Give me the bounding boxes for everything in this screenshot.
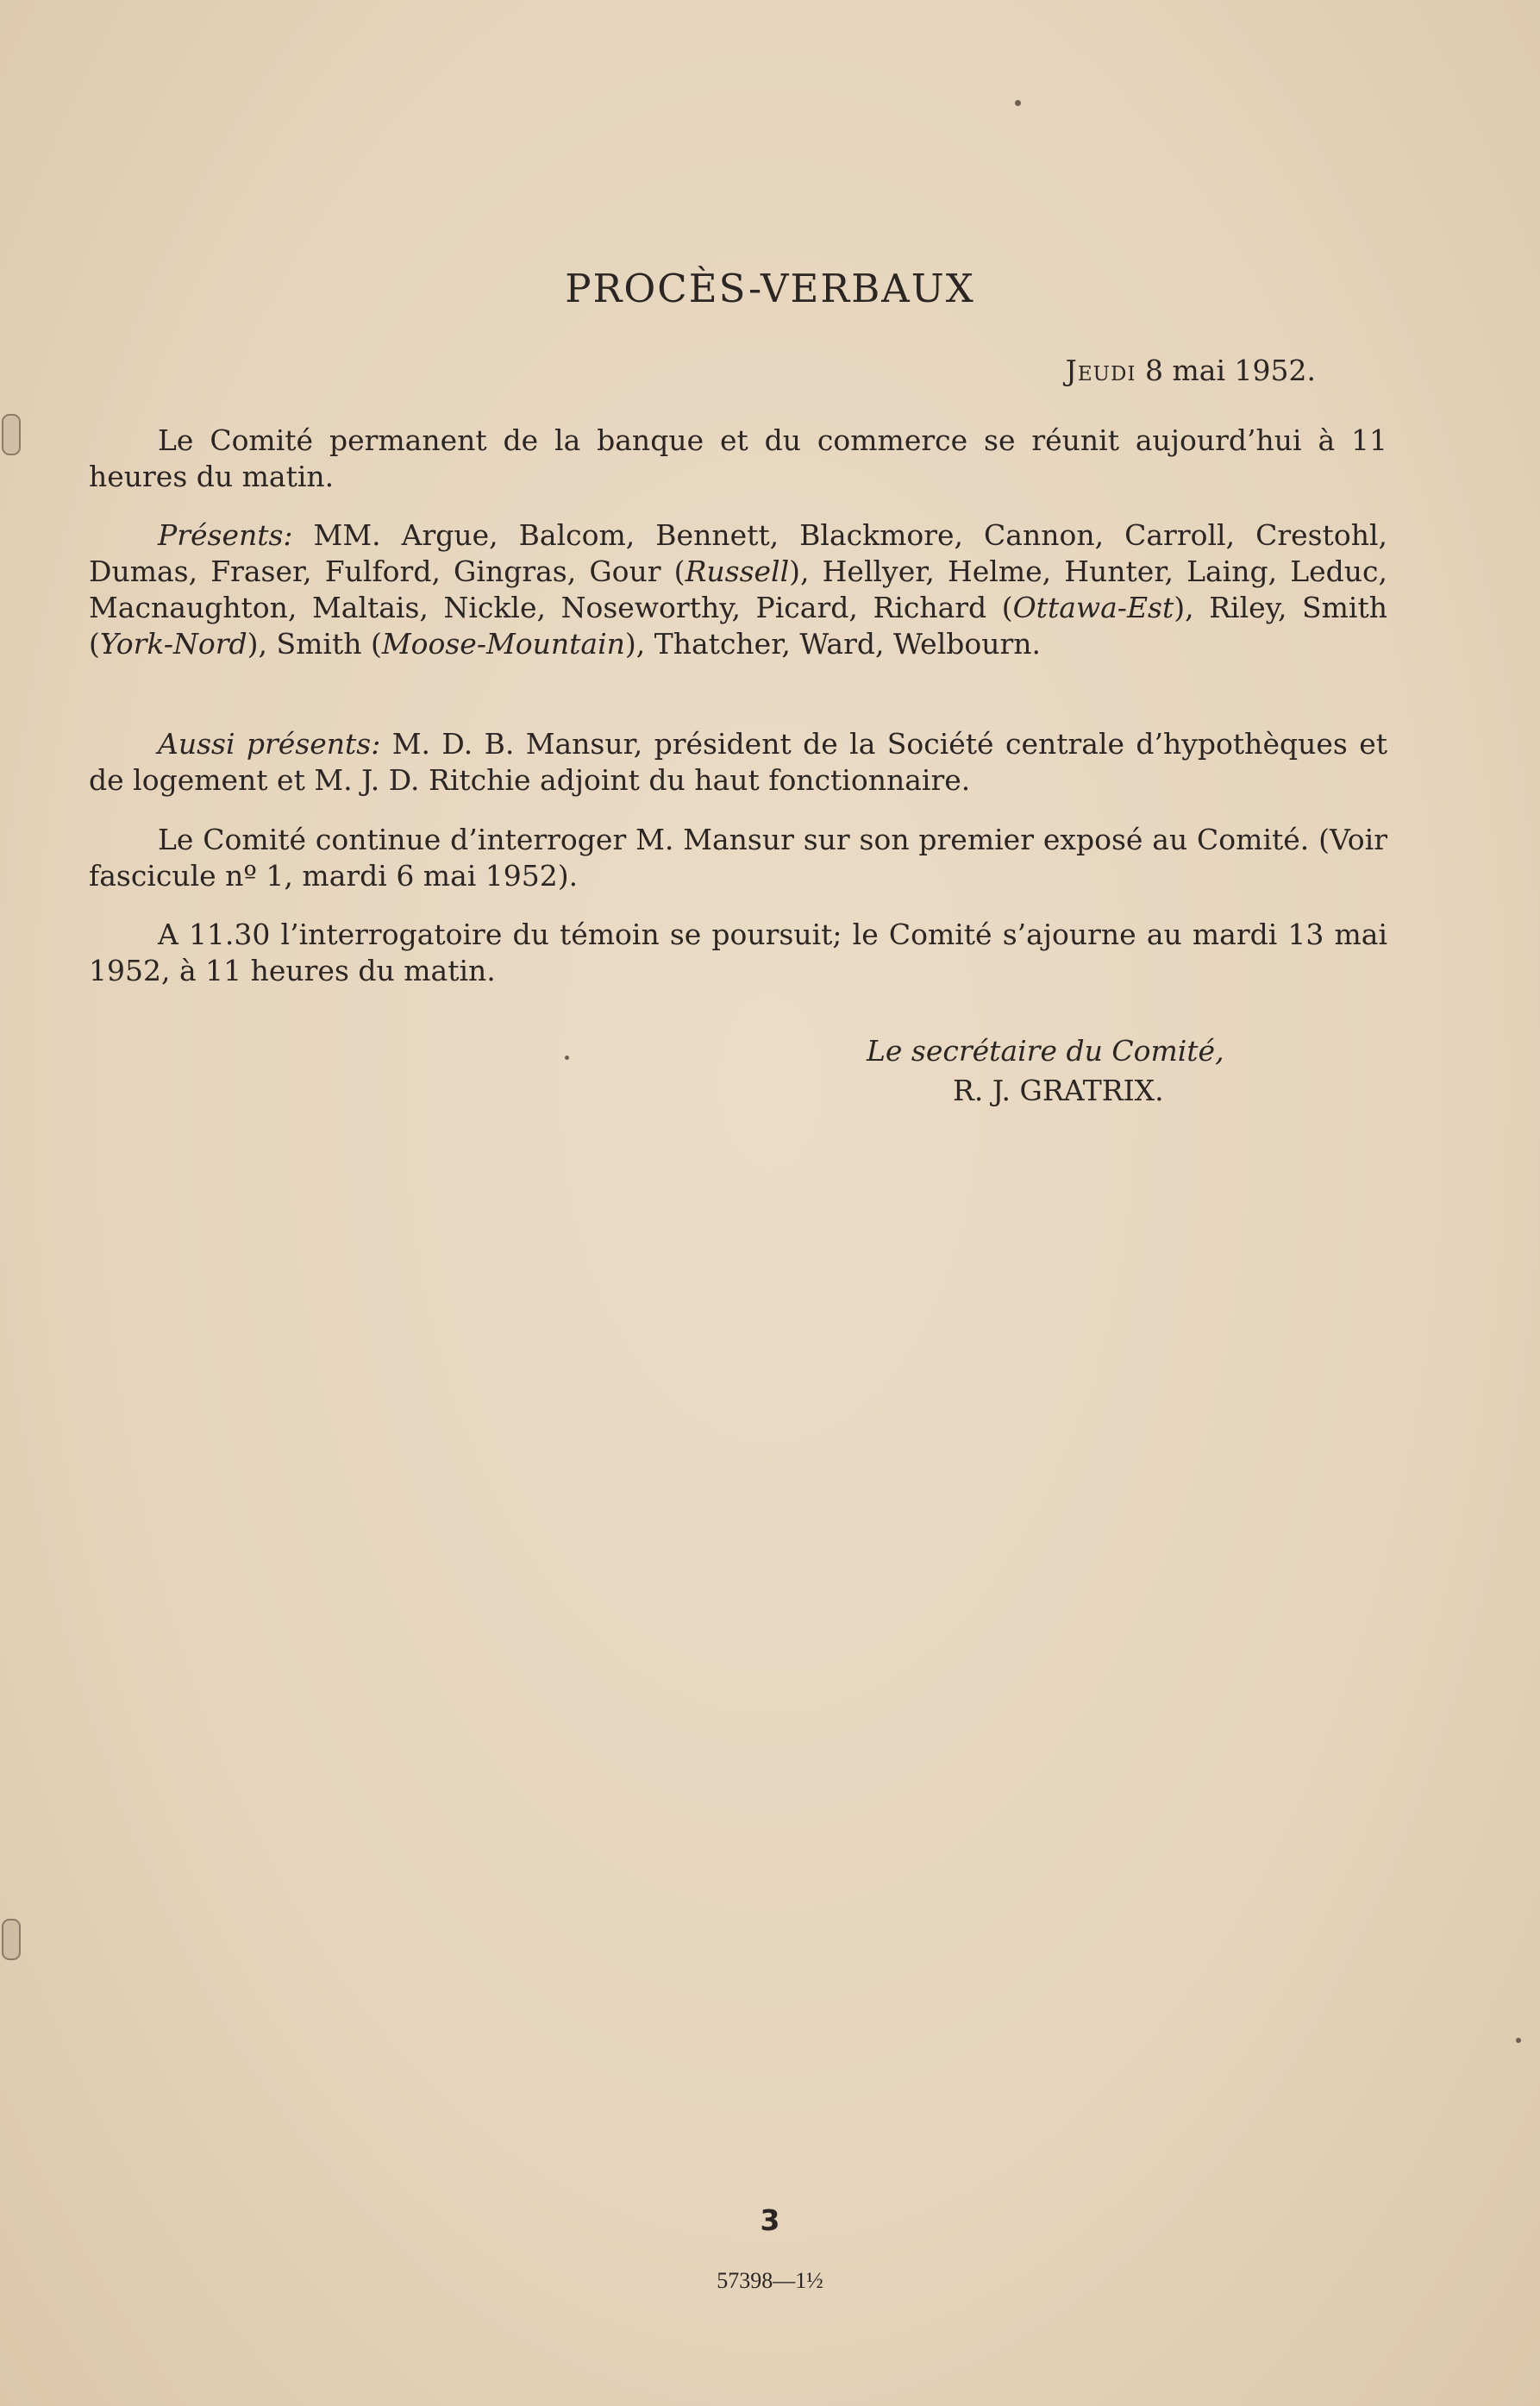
page-title: PROCÈS-VERBAUX <box>565 266 975 311</box>
riding-name: York-Nord <box>99 627 247 661</box>
ink-speck <box>1015 100 1021 106</box>
page-number: 3 <box>760 2203 780 2237</box>
members-text: ), Thatcher, Ward, Welbourn. <box>624 627 1042 661</box>
members-text: ), Smith ( <box>247 627 382 661</box>
punch-hole-top <box>2 414 21 455</box>
signature-role: Le secrétaire du Comité, <box>867 1034 1224 1068</box>
meeting-date-rest: 8 mai 1952. <box>1145 354 1316 387</box>
riding-name: Moose-Mountain <box>381 627 625 661</box>
members-text: ), Riley, Smith ( <box>89 591 1387 661</box>
paragraph-text: Le Comité continue d’interroger M. Mansur sur son premier exposé au Comité. (Voir fascicule nº 1, mardi 6 mai 1952). <box>89 823 1387 893</box>
paragraph-questioning <box>89 822 1387 894</box>
ink-speck <box>1516 2038 1521 2043</box>
paragraph-members-present <box>89 517 1387 662</box>
also-present-label: Aussi présents: <box>158 727 381 761</box>
members-text: ), Hellyer, Helme, Hunter, Laing, Leduc, Macnaughton, Maltais, Nickle, Noseworthy, Picard, Richard ( <box>89 555 1387 624</box>
paragraph-text: A 11.30 l’interrogatoire du témoin se poursuit; le Comité s’ajourne au mardi 13 mai 1952, à 11 heures du matin. <box>89 918 1387 987</box>
print-code: 57398—1½ <box>717 2268 823 2293</box>
paragraph-meeting-opening <box>89 423 1387 495</box>
meeting-date <box>1066 354 1316 387</box>
riding-name: Ottawa-Est <box>1012 591 1174 624</box>
meeting-day: Jeudi <box>1065 354 1136 387</box>
signature-block <box>867 1031 1224 1111</box>
present-label: Présents: <box>158 518 293 552</box>
ink-speck <box>565 1056 569 1060</box>
signature-name: R. J. GRATRIX. <box>953 1074 1164 1107</box>
paragraph-also-present <box>89 726 1387 799</box>
paragraph-text: Le Comité permanent de la banque et du commerce se réunit aujourd’hui à 11 heures du matin. <box>89 423 1387 493</box>
paragraph-text: M. D. B. Mansur, président de la Société centrale d’hypothèques et de logement et M. J. D. Ritchie adjoint du haut fonctionnaire. <box>89 727 1387 797</box>
punch-hole-bottom <box>2 1919 21 1960</box>
riding-name: Russell <box>685 555 790 588</box>
members-text: MM. Argue, Balcom, Bennett, Blackmore, Cannon, Carroll, Crestohl, Dumas, Fraser, Fulford, Gingras, Gour ( <box>89 518 1387 588</box>
paragraph-adjournment <box>89 917 1387 989</box>
